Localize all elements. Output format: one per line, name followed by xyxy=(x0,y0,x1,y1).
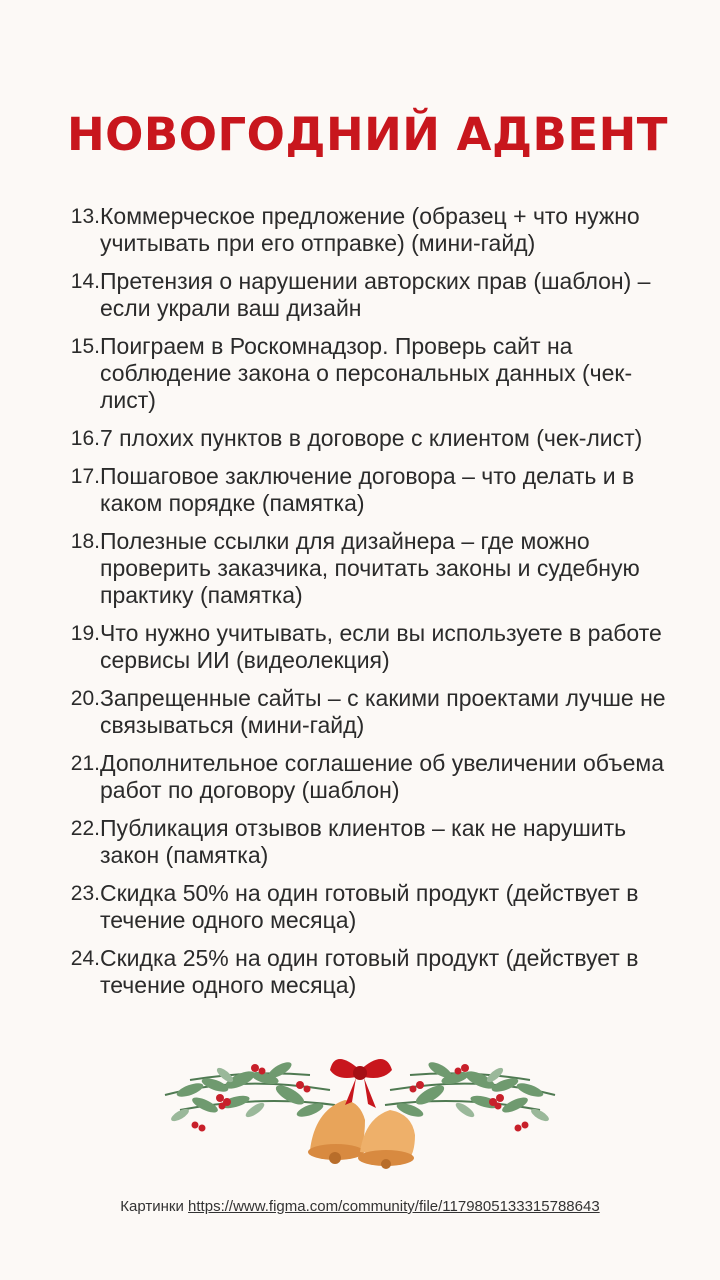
item-number: 13. xyxy=(70,205,100,228)
item-text: 7 плохих пунктов в договоре с клиентом (чек-лист) xyxy=(100,425,643,451)
item-number: 19. xyxy=(70,622,100,645)
item-number: 24. xyxy=(70,947,100,970)
list-item xyxy=(60,945,680,999)
item-text: Публикация отзывов клиентов – как не нарушить закон (памятка) xyxy=(100,815,627,868)
item-text: Скидка 50% на один готовый продукт (действует в течение одного месяца) xyxy=(100,880,639,933)
item-number: 18. xyxy=(70,530,100,553)
list-item xyxy=(60,203,680,257)
image-credit xyxy=(0,1198,720,1215)
item-number: 16. xyxy=(70,427,100,450)
item-number: 22. xyxy=(70,817,100,840)
list-item xyxy=(60,425,680,452)
item-number: 23. xyxy=(70,882,100,905)
list-item xyxy=(60,620,680,674)
item-number: 14. xyxy=(70,270,100,293)
credit-prefix: Картинки xyxy=(120,1198,184,1215)
list-item xyxy=(60,880,680,934)
item-number: 15. xyxy=(70,335,100,358)
advent-list xyxy=(60,203,680,1010)
item-text: Поиграем в Роскомнадзор. Проверь сайт на соблюдение закона о персональных данных (чек-лист) xyxy=(100,333,633,413)
item-number: 17. xyxy=(70,465,100,488)
christmas-bells-garland-icon xyxy=(160,1040,560,1170)
page-title: НОВОГОДНИЙ АДВЕНТ xyxy=(67,108,668,161)
item-text: Полезные ссылки для дизайнера – где можно проверить заказчика, почитать законы и судебную практику (памятка) xyxy=(100,528,640,608)
item-text: Дополнительное соглашение об увеличении объема работ по договору (шаблон) xyxy=(100,750,664,803)
list-item xyxy=(60,528,680,609)
item-text: Скидка 25% на один готовый продукт (действует в течение одного месяца) xyxy=(100,945,639,998)
list-item xyxy=(60,333,680,414)
item-text: Коммерческое предложение (образец + что нужно учитывать при его отправке) (мини-гайд) xyxy=(100,203,640,256)
list-item xyxy=(60,750,680,804)
list-item xyxy=(60,685,680,739)
list-item xyxy=(60,268,680,322)
figma-link[interactable]: https://www.figma.com/community/file/1179805133315788643 xyxy=(188,1198,600,1215)
item-text: Претензия о нарушении авторских прав (шаблон) – если украли ваш дизайн xyxy=(100,268,651,321)
item-text: Запрещенные сайты – с какими проектами лучше не связываться (мини-гайд) xyxy=(100,685,666,738)
item-text: Что нужно учитывать, если вы используете в работе сервисы ИИ (видеолекция) xyxy=(100,620,662,673)
item-number: 21. xyxy=(70,752,100,775)
list-item xyxy=(60,815,680,869)
item-text: Пошаговое заключение договора – что делать и в каком порядке (памятка) xyxy=(100,463,635,516)
item-number: 20. xyxy=(70,687,100,710)
list-item xyxy=(60,463,680,517)
